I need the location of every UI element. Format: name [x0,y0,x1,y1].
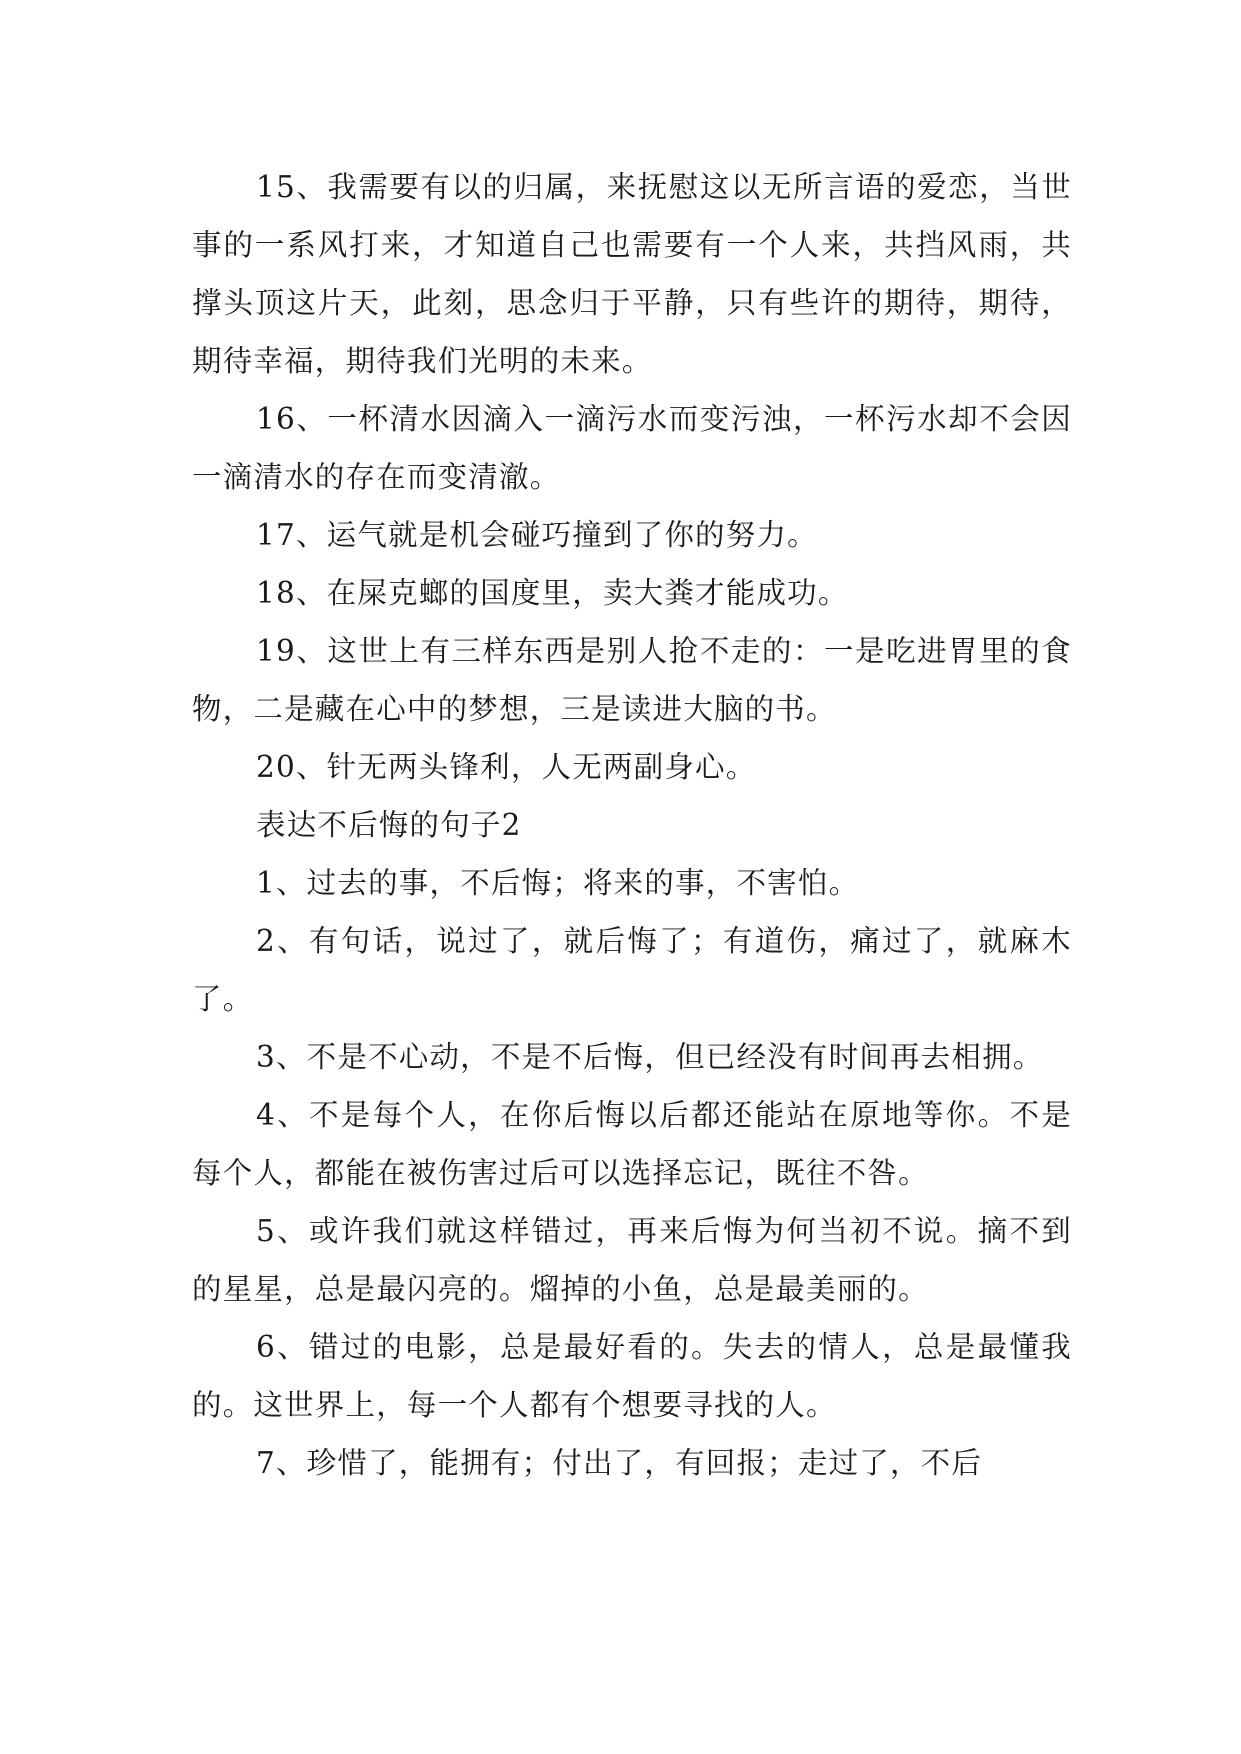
paragraph-quote-15: 15、我需要有以的归属，来抚慰这以无所言语的爱恋，当世事的一系风打来，才知道自己也需要有一个人来，共挡风雨，共撑头顶这片天，此刻，思念归于平静，只有些许的期待，期待，期待幸福，期待我们光明的未来。 [192,170,1072,378]
paragraph-quote-19: 19、这世上有三样东西是别人抢不走的：一是吃进胃里的食物，二是藏在心中的梦想，三是读进大脑的书。 [192,634,1072,726]
paragraph-quote-17: 17、运气就是机会碰巧撞到了你的努力。 [256,518,818,552]
paragraph-item-6: 6、错过的电影，总是最好看的。失去的情人，总是最懂我的。这世界上，每一个人都有个想要寻找的人。 [192,1330,1072,1422]
paragraph-quote-16: 16、一杯清水因滴入一滴污水而变污浊，一杯污水却不会因一滴清水的存在而变清澈。 [192,402,1072,494]
paragraph-item-2: 2、有句话，说过了，就后悔了；有道伤，痛过了，就麻木了。 [192,924,1072,1016]
section-heading: 表达不后悔的句子2 [256,808,522,842]
paragraph-quote-20: 20、针无两头锋利，人无两副身心。 [256,750,757,784]
document-body [192,158,1072,1492]
paragraph-item-1: 1、过去的事，不后悔；将来的事，不害怕。 [256,866,860,900]
paragraph-item-7: 7、珍惜了，能拥有；付出了，有回报；走过了，不后 [256,1446,983,1480]
paragraph-item-4: 4、不是每个人，在你后悔以后都还能站在原地等你。不是每个人，都能在被伤害过后可以选择忘记，既往不咎。 [192,1098,1072,1190]
paragraph-quote-18: 18、在屎克螂的国度里，卖大粪才能成功。 [256,576,849,610]
paragraph-item-5: 5、或许我们就这样错过，再来后悔为何当初不说。摘不到的星星，总是最闪亮的。熘掉的小鱼，总是最美丽的。 [192,1214,1072,1306]
paragraph-item-3: 3、不是不心动，不是不后悔，但已经没有时间再去相拥。 [256,1040,1044,1074]
